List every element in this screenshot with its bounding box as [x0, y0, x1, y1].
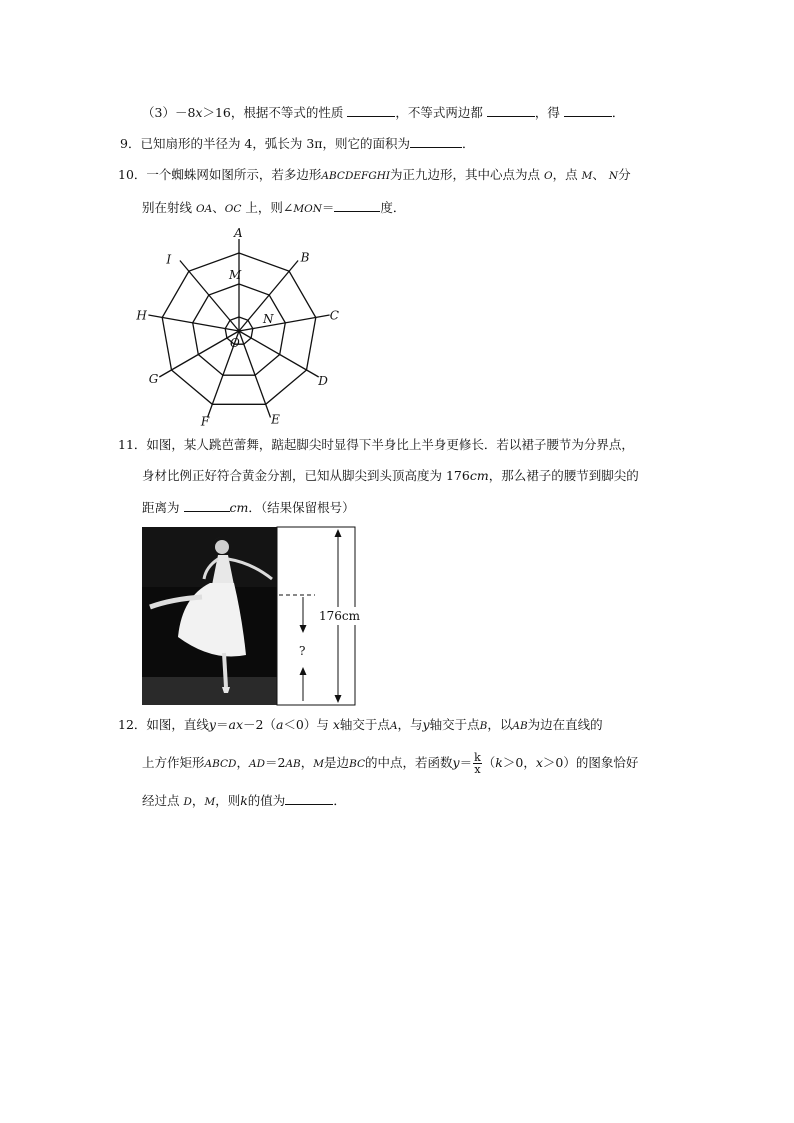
q12-x2: x	[535, 755, 543, 770]
q12-l1b: ＝	[215, 717, 229, 732]
vertex-label-f: F	[200, 414, 210, 429]
q12-ad: AD	[248, 758, 265, 770]
q9-number: 9．	[120, 136, 141, 151]
q8-blank-1[interactable]	[347, 104, 395, 117]
q8-blank-2[interactable]	[487, 104, 535, 117]
point-n-label: N	[263, 312, 274, 326]
q8-var: x	[195, 105, 203, 120]
q12-bc: BC	[349, 758, 366, 770]
q12-l1e: 轴交于点	[339, 717, 390, 732]
q12-m-2: M	[204, 796, 216, 808]
q12-l2a: 上方作矩形	[142, 755, 205, 770]
q10-blank[interactable]	[334, 199, 380, 212]
q10-sep-2: 、	[212, 200, 225, 215]
web-ray	[239, 331, 319, 377]
vertex-label-h: H	[136, 308, 147, 323]
q10-line2	[142, 199, 405, 217]
q12-ab-2: AB	[285, 758, 301, 770]
q10-polygon-name: ABCDEFGHI	[321, 170, 391, 182]
q8-prefix: （3）－8	[142, 105, 196, 120]
q12-l2b: ，	[236, 755, 249, 770]
q12-l2h: （	[482, 755, 496, 770]
q12-l1a: 如图，直线	[146, 717, 209, 732]
q12-l2j: ＞0）的图象恰好	[542, 755, 639, 770]
q12-l1f: ，与	[397, 717, 423, 732]
q12-l1d: ＜0）与	[283, 717, 329, 732]
q8-end1: ，得	[534, 105, 560, 120]
q12-l2f: 的中点，若函数	[365, 755, 453, 770]
q11-line1-text: 如图，某人跳芭蕾舞，踮起脚尖时显得下半身比上半身更修长．若以裙子腰节为分界点，	[146, 437, 634, 452]
q10-o: O	[544, 170, 553, 182]
height-measurement	[277, 527, 361, 707]
q11-number: 11．	[118, 437, 147, 452]
spider-web-figure	[136, 226, 350, 429]
q10-n: N	[608, 170, 619, 182]
q12-ab: AB	[512, 720, 528, 732]
q12-l3d: 的值为	[247, 793, 286, 808]
q12-blank[interactable]	[285, 792, 333, 805]
q10-oc: OC	[224, 203, 242, 215]
q8-end2: ．	[611, 105, 625, 120]
q12-l2e: 是边	[324, 755, 350, 770]
q12-y3: y	[452, 755, 460, 770]
q11-cm-2: cm	[229, 500, 249, 515]
q11-line3-b: ．（结果保留根号）	[248, 500, 355, 515]
q11-line2-b: ，那么裙子的腰节到脚尖的	[488, 468, 639, 483]
q12-l2d: ，	[300, 755, 314, 770]
q12-abcd: ABCD	[204, 758, 237, 770]
q12-x1: x	[332, 717, 340, 732]
q12-l2c: ＝2	[265, 755, 286, 770]
q12-y1: y	[208, 717, 216, 732]
q12-y2: y	[422, 717, 430, 732]
q10-text-c: ，点	[552, 167, 578, 182]
q10-line2-d: 度．	[380, 200, 406, 215]
q8-text: ＞16，根据不等式的性质	[202, 105, 344, 120]
q10-text-d: 分	[618, 167, 631, 182]
q9	[120, 135, 475, 152]
question-mark-label: ?	[299, 644, 306, 658]
q10-text-b: 为正九边形，其中心点为点	[390, 167, 541, 182]
vertex-label-i: I	[166, 252, 172, 267]
q12-point-a: A	[389, 720, 398, 732]
q11-line2-a: 身材比例正好符合黄金分割，已知从脚尖到头顶高度为 176	[142, 468, 470, 483]
q12-point-b: B	[479, 720, 488, 732]
q12-number: 12．	[118, 717, 147, 732]
q12-k-2: k	[240, 793, 248, 808]
web-ray	[159, 331, 239, 377]
q10-line1	[118, 167, 631, 184]
q10-oa: OA	[196, 203, 213, 215]
q12-m: M	[313, 758, 325, 770]
vertex-label-e: E	[271, 412, 280, 427]
q10-sep: 、	[592, 167, 605, 182]
q12-k: k	[495, 755, 503, 770]
q10-line2-c: ＝	[321, 200, 335, 215]
q11-line2	[142, 468, 639, 484]
q9-text: 已知扇形的半径为 4，弧长为 3π，则它的面积为	[140, 136, 411, 151]
q10-m: M	[581, 170, 593, 182]
fraction-denominator: x	[474, 763, 481, 776]
q10-mon: MON	[293, 203, 322, 215]
vertex-label-b: B	[300, 250, 310, 265]
point-m-label: M	[229, 268, 242, 282]
q9-blank[interactable]	[410, 135, 462, 148]
q10-text-a: 一个蜘蛛网如图所示，若多边形	[146, 167, 322, 182]
vertex-label-c: C	[329, 308, 339, 323]
fraction-numerator: k	[474, 751, 481, 764]
q12-l3c: ，则	[215, 793, 241, 808]
q12-l1i: 为边在直线的	[527, 717, 603, 732]
q12-ax: ax	[228, 717, 244, 732]
vertex-label-a: A	[234, 226, 243, 240]
q9-end: ．	[462, 136, 475, 151]
q12-l3b: ，	[191, 793, 205, 808]
q12-l1c: －2（	[243, 717, 276, 732]
q10-number: 10．	[118, 167, 147, 182]
vertex-label-d: D	[318, 374, 328, 388]
q11-line1	[118, 437, 634, 453]
q10-line2-a: 别在射线	[142, 200, 193, 215]
q12-l2g: ＝	[459, 755, 473, 770]
q12-l1g: 轴交于点	[429, 717, 480, 732]
q11-blank[interactable]	[184, 499, 230, 512]
height-label: 176cm	[319, 609, 361, 623]
q12-line1	[118, 717, 603, 734]
q8-part3	[142, 104, 624, 121]
vertex-label-g: G	[148, 372, 159, 386]
q12-line2	[142, 752, 638, 775]
center-o-label: O	[230, 336, 240, 350]
q10-line2-b: 上，则∠	[245, 200, 294, 215]
k-over-x-fraction	[473, 752, 482, 775]
q12-line3	[142, 792, 346, 810]
q12-l3a: 经过点	[142, 793, 180, 808]
q12-l3e: ．	[333, 793, 346, 808]
q11-line3-a: 距离为	[142, 500, 180, 515]
q12-d: D	[183, 796, 192, 808]
q8-mid: ，不等式两边都	[395, 105, 483, 120]
ballerina-photo	[142, 527, 277, 705]
q12-l2i: ＞0，	[502, 755, 536, 770]
q12-a: a	[275, 717, 284, 732]
q11-cm-1: cm	[469, 468, 489, 483]
q8-blank-3[interactable]	[564, 104, 612, 117]
q11-line3	[142, 499, 355, 516]
q12-l1h: ，以	[487, 717, 513, 732]
